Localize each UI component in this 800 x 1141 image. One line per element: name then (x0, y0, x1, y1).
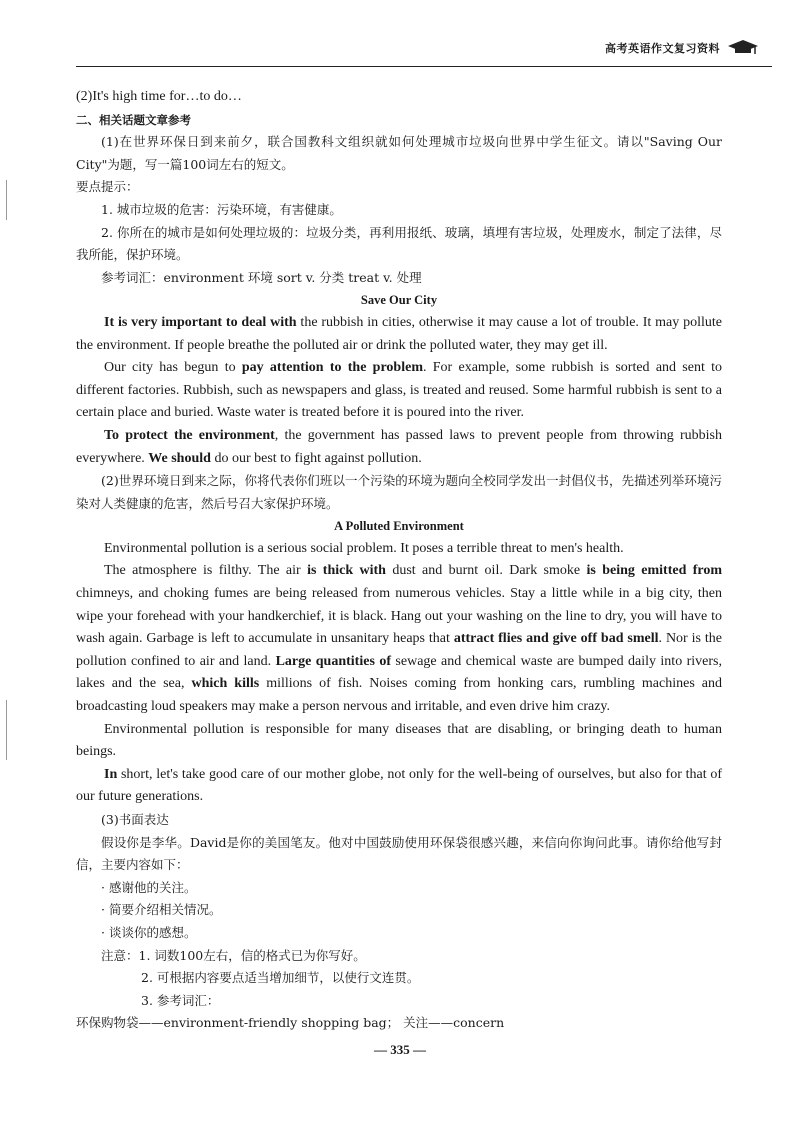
note-line: 2. 可根据内容要点适当增加细节，以使行文连贯。 (141, 970, 420, 986)
essay-paragraph: In short, let's take good care of our mother globe, not only for the well-being of ourselves, but also for that of our future generations. (76, 766, 722, 805)
essay-paragraph: To protect the environment, the government has passed laws to prevent people from throwing rubbish everywhere. We should do our best to fight against pollution. (76, 427, 722, 466)
task-prompt: 假设你是李华。David是你的美国笔友。他对中国鼓励使用环保袋很感兴趣，来信向你询问此事。请你给他写封信，主要内容如下： (76, 834, 722, 873)
header-rule (76, 66, 772, 67)
task-prompt: (1)在世界环保日到来前夕，联合国教科文组织就如何处理城市垃圾向世界中学生征文。请以"Saving Our City"为题，写一篇100词左右的短文。 (76, 134, 722, 172)
vocab-line: 参考词汇：environment 环境 sort v. 分类 treat v. 处理 (101, 269, 422, 285)
vocab-line: 环保购物袋——environment-friendly shopping bag； 关注——concern (76, 1015, 505, 1031)
essay-title: Save Our City (360, 293, 438, 308)
essay-paragraph: Our city has begun to pay attention to the problem. For example, some rubbish is sorted and sent to different factories. Rubbish, such as newspapers and glass, is treated and reused. Some harmful rubbish is sent to a certain place and buried. Waste water is treated before it is poured into the river. (76, 360, 723, 421)
scan-edge-mark (6, 700, 7, 760)
essay-paragraph: Environmental pollution is a serious social problem. It poses a terrible threat to men's health. (104, 540, 624, 556)
note-line: 3. 参考词汇： (141, 992, 220, 1008)
essay-title: A Polluted Environment (334, 519, 464, 534)
section-heading: 二、相关话题文章参考 (76, 112, 191, 127)
bullet-item: · 感谢他的关注。 (101, 879, 197, 895)
essay-paragraph: The atmosphere is filthy. The air is thick with dust and burnt oil. Dark smoke is being emitted from chimneys, and choking fumes are being released from numerous vehicles. Stay a little while in a big city, then wipe your forehead with your handkerchief, it is black. Hang out your washing on the line to dry, you will have to wash again. Garbage is left to accumulate in unsanitary heaps that attract flies and give off bad smell. Nor is the pollution confined to air and land. Large quantities of sewage and chemical waste are bumped daily into rivers, lakes and the sea, which kills millions of fish. Noises coming from honking cars, rumbling machines and broadcasting loud speakers may make a person nervous and irritable, and even drive him crazy. (76, 563, 723, 715)
note-line: 注意：1. 词数100左右，信的格式已为你写好。 (101, 947, 366, 963)
header-title: 高考英语作文复习资料 (605, 42, 720, 55)
essay-paragraph: Environmental pollution is responsible for many diseases that are disabling, or bringing death to human beings. (76, 721, 722, 760)
task-heading: (3)书面表达 (101, 812, 169, 827)
bullet-item: · 谈谈你的感想。 (101, 924, 197, 940)
text-line: (2)It's high time for…to do… (76, 89, 242, 104)
tip-item: 2. 你所在的城市是如何处理垃圾的：垃圾分类，再利用报纸、玻璃，填埋有害垃圾，处理废水，制定了法律，尽我所能，保护环境。 (76, 224, 722, 263)
tip-item: 1. 城市垃圾的危害：污染环境，有害健康。 (101, 201, 342, 217)
tips-heading: 要点提示： (76, 179, 139, 195)
task-prompt: (2)世界环境日到来之际，你将代表你们班以一个污染的环境为题向全校同学发出一封倡仪书，先描述列举环境污染对人类健康的危害，然后号召大家保护环境。 (76, 473, 722, 511)
essay-paragraph: It is very important to deal with the rubbish in cities, otherwise it may cause a lot of trouble. It may pollute the environment. If people breathe the polluted air or drink the polluted water, they may get ill. (76, 314, 722, 353)
page-content (76, 86, 722, 1035)
graduation-cap-icon (726, 38, 760, 56)
page-header (76, 38, 760, 60)
page-number: — 335 — (374, 1042, 426, 1057)
scan-edge-mark (6, 180, 7, 220)
bullet-item: · 简要介绍相关情况。 (101, 902, 222, 918)
